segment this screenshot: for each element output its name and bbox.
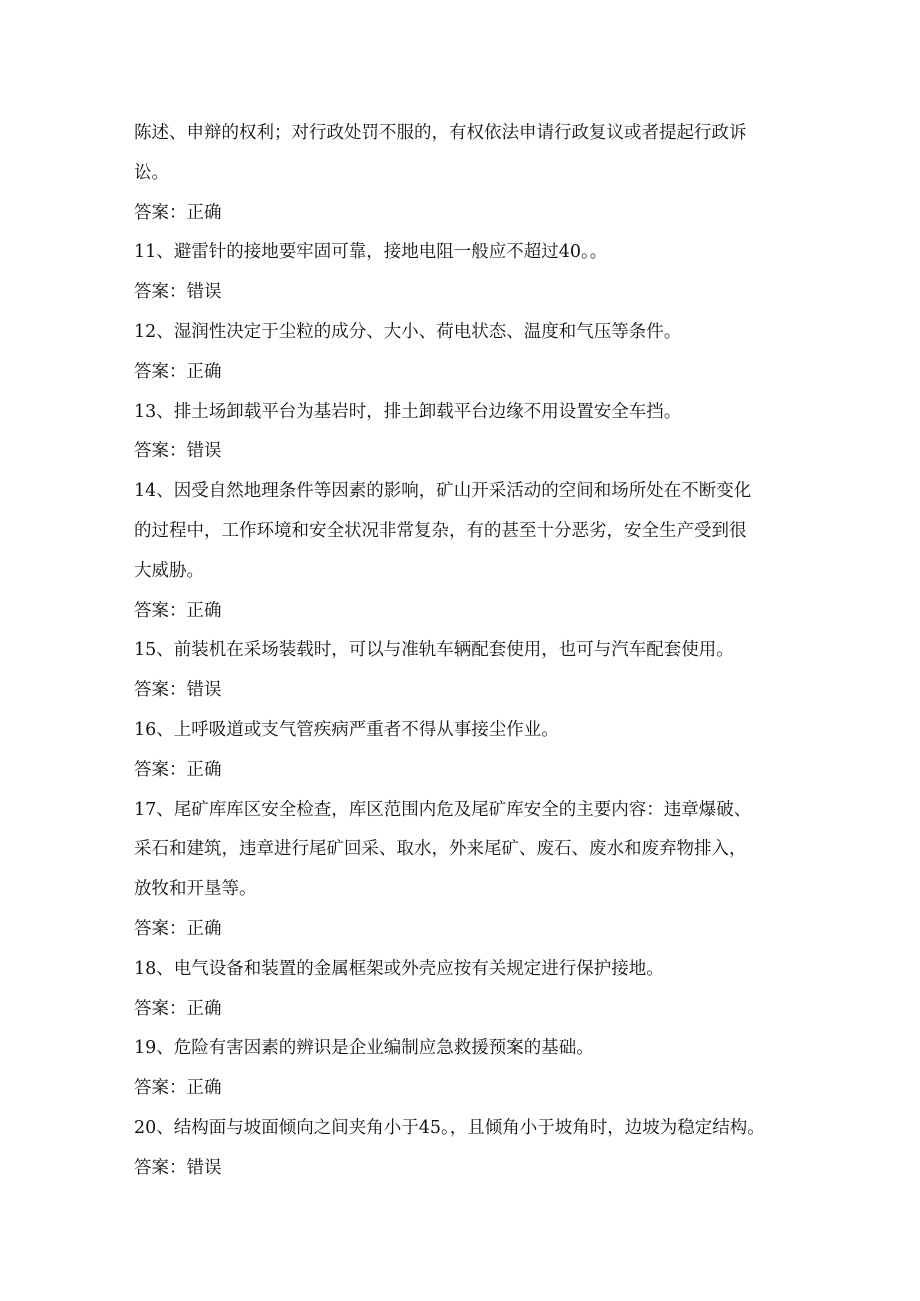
question-20 bbox=[134, 1109, 789, 1149]
question-text-line: 16、上呼吸道或支气管疾病严重者不得从事接尘作业。 bbox=[134, 719, 559, 740]
question-continuation bbox=[134, 114, 789, 194]
answer-line: 答案：错误 bbox=[134, 1157, 222, 1178]
answer-line: 答案：正确 bbox=[134, 1078, 222, 1099]
question-18 bbox=[134, 950, 789, 990]
question-19 bbox=[134, 1029, 789, 1069]
answer-line: 答案：正确 bbox=[134, 918, 222, 939]
question-text-line: 大威胁。 bbox=[134, 560, 204, 581]
answer-line: 答案：正确 bbox=[134, 202, 222, 223]
question-12 bbox=[134, 313, 789, 353]
answer-line: 答案：正确 bbox=[134, 600, 222, 621]
question-text-line: 20、结构面与坡面倾向之间夹角小于45。，且倾角小于坡角时，边坡为稳定结构。 bbox=[134, 1117, 765, 1138]
answer-line: 答案：正确 bbox=[134, 759, 222, 780]
answer-line: 答案：正确 bbox=[134, 361, 222, 382]
question-text-line: 13、排土场卸载平台为基岩时，排土卸载平台边缘不用设置安全车挡。 bbox=[134, 401, 682, 422]
question-11 bbox=[134, 233, 789, 273]
question-text-line: 陈述、申辩的权利；对行政处罚不服的，有权依法申请行政复议或者提起行政诉 bbox=[134, 123, 747, 143]
question-text-line: 采石和建筑，违章进行尾矿回采、取水，外来尾矿、废石、废水和废弃物排入， bbox=[134, 839, 747, 860]
question-text-line: 18、电气设备和装置的金属框架或外壳应按有关规定进行保护接地。 bbox=[134, 958, 664, 979]
question-16 bbox=[134, 711, 789, 751]
question-text-line: 11、避雷针的接地要牢固可靠，接地电阻一般应不超过40。。 bbox=[134, 242, 608, 263]
question-15 bbox=[134, 631, 789, 671]
answer-line: 答案：正确 bbox=[134, 998, 222, 1019]
question-text-line: 19、危险有害因素的辨识是企业编制应急救援预案的基础。 bbox=[134, 1038, 594, 1059]
question-text-line: 放牧和开垦等。 bbox=[134, 879, 257, 900]
question-17 bbox=[134, 791, 789, 910]
question-text-line: 12、湿润性决定于尘粒的成分、大小、荷电状态、温度和气压等条件。 bbox=[134, 321, 682, 342]
answer-line: 答案：错误 bbox=[134, 282, 222, 303]
question-13 bbox=[134, 393, 789, 433]
question-14 bbox=[134, 472, 789, 591]
answer-line: 答案：错误 bbox=[134, 441, 222, 462]
question-text-line: 14、因受自然地理条件等因素的影响，矿山开采活动的空间和场所处在不断变化 bbox=[134, 481, 752, 502]
document-body bbox=[134, 114, 789, 1189]
question-text-line: 讼。 bbox=[134, 162, 169, 183]
question-text-line: 的过程中，工作环境和安全状况非常复杂，有的甚至十分恶劣，安全生产受到很 bbox=[134, 520, 747, 541]
question-text-line: 17、尾矿库库区安全检查，库区范围内危及尾矿库安全的主要内容：违章爆破、 bbox=[134, 799, 752, 820]
question-text-line: 15、前装机在采场装载时，可以与准轨车辆配套使用，也可与汽车配套使用。 bbox=[134, 640, 734, 661]
answer-line: 答案：错误 bbox=[134, 680, 222, 701]
